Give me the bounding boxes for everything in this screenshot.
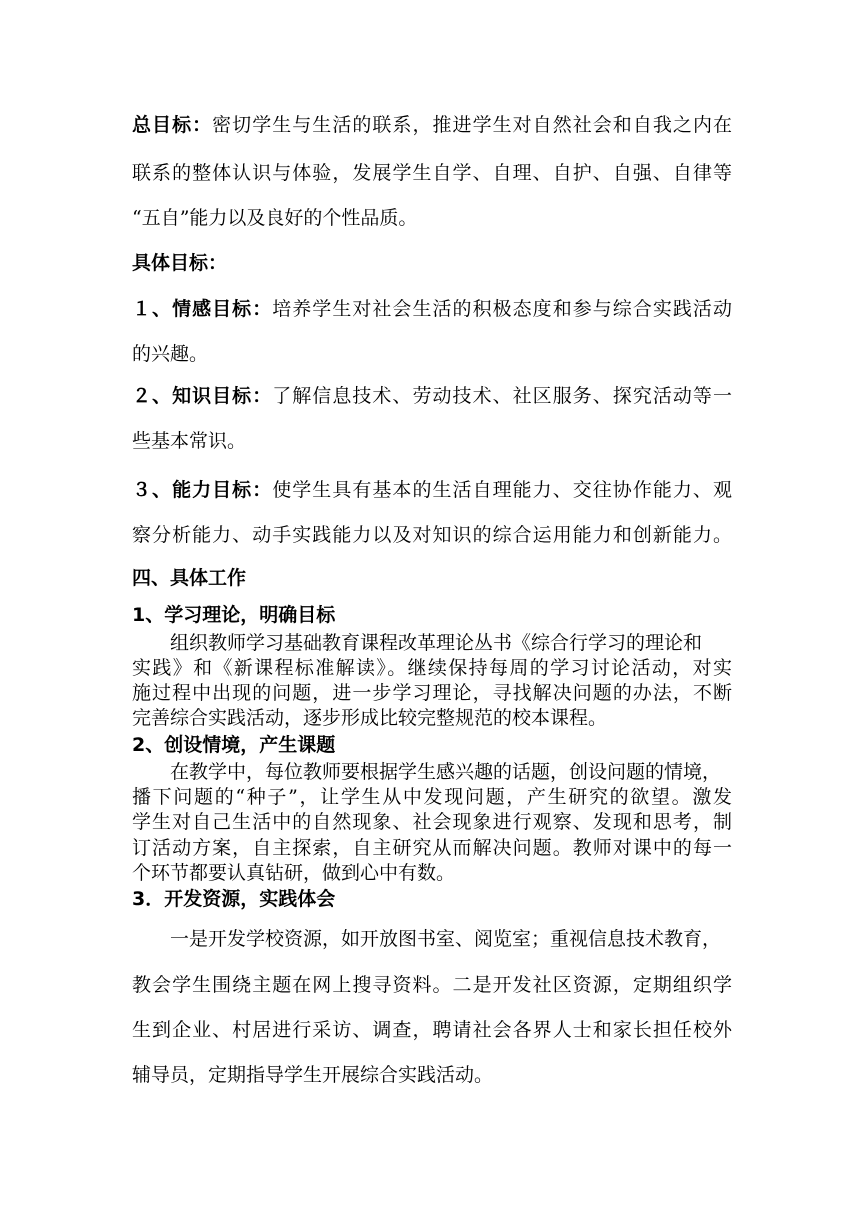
work-3-title: 3．开发资源，实践体会 [132,888,336,910]
general-goal-label: 总目标： [132,114,213,136]
general-goal-text-1: 密切学生与生活的联系，推进学生对自然社会和自我之内在 [212,114,732,136]
specific-goals-heading: 具体目标： [132,252,228,274]
work-2-line-4: 订活动方案，自主探索，自主研究从而解决问题。教师对课中的每一 [132,837,732,859]
work-3-line-3: 生到企业、村居进行采访、调查，聘请社会各界人士和家长担任校外 [132,1019,732,1041]
emotion-goal-text-1: 培养学生对社会生活的积极态度和参与综合实践活动 [272,298,732,320]
work-2-line-1: 在教学中，每位教师要根据学生感兴趣的话题，创设问题的情境， [170,761,722,783]
work-3-line-2: 教会学生围绕主题在网上搜寻资料。二是开发社区资源，定期组织学 [132,974,732,996]
work-1-line-2: 实践》和《新课程标准解读》。继续保持每周的学习讨论活动，对实 [132,657,732,679]
ability-goal-text-1: 使学生具有基本的生活自理能力、交往协作能力、观 [272,479,732,501]
emotion-goal-line-2: 的兴趣。 [132,343,209,365]
knowledge-goal-text-1: 了解信息技术、劳动技术、社区服务、探究活动等一 [272,385,732,407]
work-1-line-4: 完善综合实践活动，逐步形成比较完整规范的校本课程。 [132,707,608,729]
work-3-line-4: 辅导员，定期指导学生开展综合实践活动。 [132,1064,494,1086]
section-4-heading: 四、具体工作 [132,567,247,589]
knowledge-goal-label: ２、知识目标： [132,385,273,407]
work-2-line-5: 个环节都要认真钻研，做到心中有数。 [132,862,456,884]
work-1-title: 1、学习理论，明确目标 [132,604,336,626]
emotion-goal-label: １、情感目标： [132,298,273,320]
general-goal-line-2: 联系的整体认识与体验，发展学生自学、自理、自护、自强、自律等 [132,162,732,184]
work-2-title: 2、创设情境，产生课题 [132,734,336,756]
ability-goal-line-2: 察分析能力、动手实践能力以及对知识的综合运用能力和创新能力。 [132,524,732,546]
general-goal-line-1 [132,113,732,137]
general-goal-line-3: “五自”能力以及良好的个性品质。 [132,207,418,229]
work-1-line-3: 施过程中出现的问题，进一步学习理论，寻找解决问题的办法，不断 [132,682,732,704]
work-2-line-3: 学生对自己生活中的自然现象、社会现象进行观察、发现和思考，制 [132,811,732,833]
knowledge-goal-line-1 [132,384,732,408]
ability-goal-line-1 [132,478,732,502]
ability-goal-label: ３、能力目标： [132,479,273,501]
work-2-line-2: 播下问题的“种子”，让学生从中发现问题，产生研究的欲望。激发 [132,786,732,808]
work-1-line-1: 组织教师学习基础教育课程改革理论丛书《综合行学习的理论和 [170,632,703,654]
knowledge-goal-line-2: 些基本常识。 [132,430,247,452]
emotion-goal-line-1 [132,297,732,321]
work-3-line-1: 一是开发学校资源，如开放图书室、阅览室；重视信息技术教育， [170,928,722,950]
